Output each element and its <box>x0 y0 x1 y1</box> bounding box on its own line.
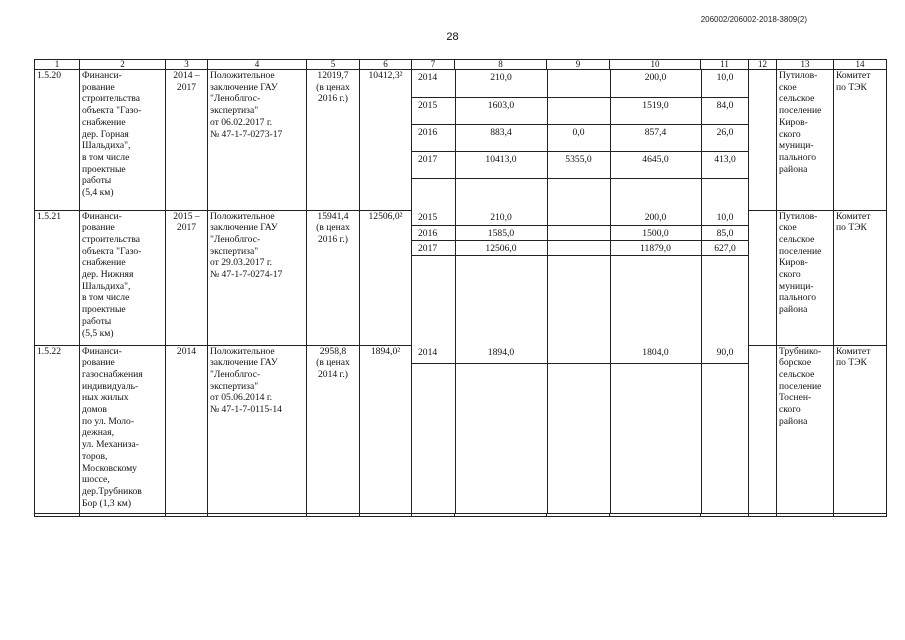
item-period: 2014 – 2017 <box>166 70 208 211</box>
year-row <box>412 70 749 97</box>
empty-cell <box>610 255 701 345</box>
year-value: 2014 <box>412 70 455 97</box>
year-row <box>412 124 749 151</box>
empty-cell <box>35 514 80 517</box>
local-budget: 413,0 <box>701 151 749 178</box>
empty-cell <box>307 514 360 517</box>
estimated-cost: 12019,7 (в ценах 2016 г.) <box>307 70 360 211</box>
responsible-executor: Комитет по ТЭК <box>834 345 887 514</box>
responsible-executor: Комитет по ТЭК <box>834 210 887 345</box>
item-name: Финанси- рование газоснабжения индивидуаль- ных жилых домов по ул. Моло- дежная, ул. Механиза- торов, Московскому шоссе, дер.Трубников Бор (1,3 км) <box>80 345 166 514</box>
table-bottom-edge <box>35 514 887 517</box>
table-row <box>35 345 887 514</box>
column-number-header: 1 <box>35 60 80 70</box>
item-period: 2014 <box>166 345 208 514</box>
yearly-breakdown <box>412 210 749 345</box>
year-filler-row <box>412 255 749 345</box>
responsible-executor: Комитет по ТЭК <box>834 70 887 211</box>
federal-budget <box>547 225 610 240</box>
expert-conclusion: Положительное заключение ГАУ "Леноблгос- экспертиза" от 06.02.2017 г. № 47-1-7-0273-17 <box>208 70 307 211</box>
federal-budget: 5355,0 <box>547 151 610 178</box>
total-financing: 10412,3² <box>360 70 412 211</box>
expert-conclusion: Положительное заключение ГАУ "Леноблгос- экспертиза" от 05.06.2014 г. № 47-1-7-0115-14 <box>208 345 307 514</box>
yearly-breakdown <box>412 345 749 514</box>
local-budget: 26,0 <box>701 124 749 151</box>
column-number-header: 10 <box>610 60 701 70</box>
empty-cell <box>701 255 749 345</box>
regional-budget: 857,4 <box>610 124 701 151</box>
year-row <box>412 97 749 124</box>
empty-cell <box>547 178 610 210</box>
column-number-header: 13 <box>777 60 834 70</box>
local-budget: 10,0 <box>701 70 749 97</box>
empty-cell <box>412 178 455 210</box>
regional-budget: 1519,0 <box>610 97 701 124</box>
year-row <box>412 240 749 255</box>
empty-cell <box>412 255 455 345</box>
item-name: Финанси- рование строительства объекта "Газо- снабжение дер. Нижняя Шальдиха", в том числе проектные работы (5,5 км) <box>80 210 166 345</box>
year-value: 2015 <box>412 210 455 225</box>
municipality: Путилов- ское сельское поселение Киров- ского муници- пального района <box>777 210 834 345</box>
local-budget: 627,0 <box>701 240 749 255</box>
municipality: Путилов- ское сельское поселение Киров- ского муници- пального района <box>777 70 834 211</box>
empty-cell <box>610 363 701 513</box>
year-row <box>412 151 749 178</box>
empty-cell <box>80 514 166 517</box>
regional-budget: 11879,0 <box>610 240 701 255</box>
total-amount: 10413,0 <box>455 151 547 178</box>
item-number: 1.5.20 <box>35 70 80 211</box>
year-row <box>412 345 749 363</box>
item-name: Финанси- рование строительства объекта "Газо- снабжение дер. Горная Шальдиха", в том числе проектные работы (5,4 км) <box>80 70 166 211</box>
document-number: 206002/206002-2018-3809(2) <box>700 15 807 24</box>
empty-cell <box>208 514 307 517</box>
total-amount: 1585,0 <box>455 225 547 240</box>
empty-column-12 <box>749 70 777 211</box>
empty-cell <box>701 178 749 210</box>
page-number: 28 <box>446 31 459 43</box>
column-number-header: 9 <box>547 60 610 70</box>
empty-cell <box>360 514 412 517</box>
regional-budget: 1804,0 <box>610 345 701 363</box>
column-number-header: 8 <box>455 60 547 70</box>
total-amount: 1894,0 <box>455 345 547 363</box>
empty-cell <box>455 255 547 345</box>
column-number-header: 14 <box>834 60 887 70</box>
expert-conclusion: Положительное заключение ГАУ "Леноблгос- экспертиза" от 29.03.2017 г. № 47-1-7-0274-17 <box>208 210 307 345</box>
estimated-cost: 2958,8 (в ценах 2014 г.) <box>307 345 360 514</box>
local-budget: 90,0 <box>701 345 749 363</box>
empty-cell <box>547 363 610 513</box>
year-value: 2014 <box>412 345 455 363</box>
year-value: 2017 <box>412 151 455 178</box>
column-number-header: 4 <box>208 60 307 70</box>
empty-cell <box>455 178 547 210</box>
total-amount: 883,4 <box>455 124 547 151</box>
year-row <box>412 210 749 225</box>
total-amount: 12506,0 <box>455 240 547 255</box>
total-amount: 210,0 <box>455 210 547 225</box>
local-budget: 84,0 <box>701 97 749 124</box>
municipality: Трубнико- борское сельское поселение Тоснен- ского района <box>777 345 834 514</box>
federal-budget <box>547 70 610 97</box>
federal-budget <box>547 97 610 124</box>
empty-cell <box>547 514 610 517</box>
item-number: 1.5.21 <box>35 210 80 345</box>
total-financing: 12506,0² <box>360 210 412 345</box>
federal-budget <box>547 240 610 255</box>
item-number: 1.5.22 <box>35 345 80 514</box>
year-value: 2016 <box>412 124 455 151</box>
year-value: 2016 <box>412 225 455 240</box>
column-number-header: 6 <box>360 60 412 70</box>
empty-cell <box>455 363 547 513</box>
column-number-header: 2 <box>80 60 166 70</box>
empty-column-12 <box>749 210 777 345</box>
item-period: 2015 – 2017 <box>166 210 208 345</box>
empty-cell <box>166 514 208 517</box>
federal-budget <box>547 345 610 363</box>
total-amount: 1603,0 <box>455 97 547 124</box>
empty-cell <box>610 514 701 517</box>
federal-budget <box>547 210 610 225</box>
gas-supply-financing-table <box>34 59 887 517</box>
local-budget: 10,0 <box>701 210 749 225</box>
empty-cell <box>455 514 547 517</box>
empty-cell <box>701 514 749 517</box>
empty-cell <box>749 514 777 517</box>
regional-budget: 1500,0 <box>610 225 701 240</box>
regional-budget: 4645,0 <box>610 151 701 178</box>
year-value: 2017 <box>412 240 455 255</box>
federal-budget: 0,0 <box>547 124 610 151</box>
empty-cell <box>547 255 610 345</box>
empty-cell <box>834 514 887 517</box>
column-number-header: 11 <box>701 60 749 70</box>
local-budget: 85,0 <box>701 225 749 240</box>
year-filler-row <box>412 363 749 513</box>
table-row <box>35 70 887 211</box>
column-number-header: 12 <box>749 60 777 70</box>
empty-cell <box>610 178 701 210</box>
regional-budget: 200,0 <box>610 70 701 97</box>
empty-cell <box>412 514 455 517</box>
total-amount: 210,0 <box>455 70 547 97</box>
year-filler-row <box>412 178 749 210</box>
column-number-header: 7 <box>412 60 455 70</box>
year-value: 2015 <box>412 97 455 124</box>
total-financing: 1894,0² <box>360 345 412 514</box>
regional-budget: 200,0 <box>610 210 701 225</box>
empty-cell <box>777 514 834 517</box>
year-row <box>412 225 749 240</box>
column-number-header-row <box>35 60 887 70</box>
empty-column-12 <box>749 345 777 514</box>
table-row <box>35 210 887 345</box>
empty-cell <box>412 363 455 513</box>
yearly-breakdown <box>412 70 749 211</box>
estimated-cost: 15941,4 (в ценах 2016 г.) <box>307 210 360 345</box>
column-number-header: 3 <box>166 60 208 70</box>
column-number-header: 5 <box>307 60 360 70</box>
empty-cell <box>701 363 749 513</box>
